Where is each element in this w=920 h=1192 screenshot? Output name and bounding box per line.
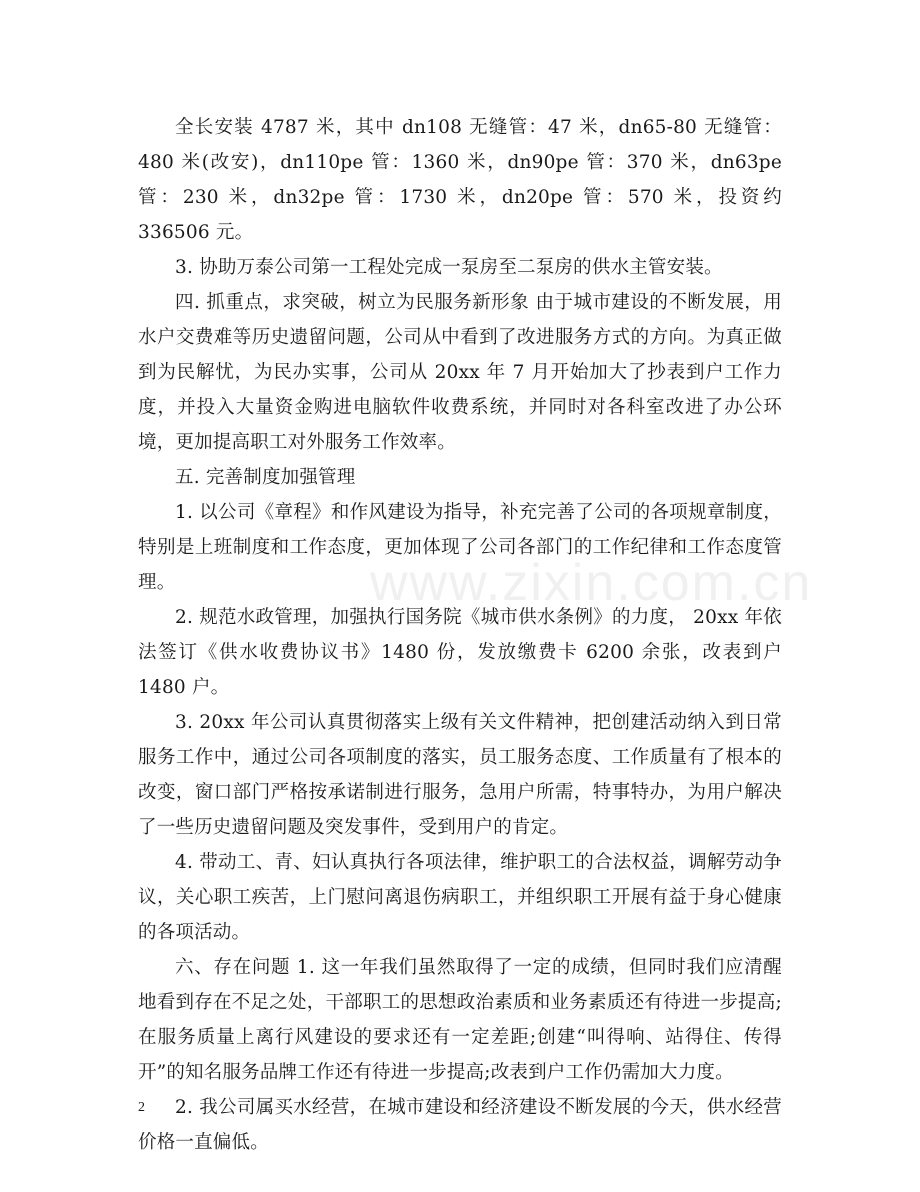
paragraph-section-6-problems: 六、存在问题 1. 这一年我们虽然取得了一定的成绩，但同时我们应清醒地看到存在不足之处，干部职工的思想政治素质和业务素质还有待进一步提高;在服务质量上离行风建设的要求还有一定差距;创建“叫得响、站得住、传得开”的知名服务品牌工作还有待进一步提高;改表到户工作仍需加大力度。 [138,957,782,1083]
section-heading-5: 五. 完善制度加强管理 [175,467,356,488]
page-number: 2 [138,1100,145,1115]
watermark: www.zixin.com.cn [370,554,813,612]
paragraph-item-2-water-admin: 2. 规范水政管理，加强执行国务院《城市供水条例》的力度， 20xx 年依法签订《供水收费协议书》1480 份，发放缴费卡 6200 余张，改表到户 1480 户。 [138,607,782,698]
paragraph-item-4-labor: 4. 带动工、青、妇认真执行各项法律，维护职工的合法权益，调解劳动争议，关心职工疾苦，上门慰问离退伤病职工，并组织职工开展有益于身心健康的各项活动。 [138,852,782,943]
paragraph-item-3-main-pipe: 3. 协助万泰公司第一工程处完成一泵房至二泵房的供水主管安装。 [175,257,723,278]
paragraph-item-2-pricing: 2. 我公司属买水经营，在城市建设和经济建设不断发展的今天，供水经营价格一直偏低。 [138,1097,782,1153]
paragraph-item-1-regulations: 1. 以公司《章程》和作风建设为指导，补充完善了公司的各项规章制度，特别是上班制度和工作态度，更加体现了公司各部门的工作纪律和工作态度管理。 [138,502,782,593]
paragraph-section-4-service: 四. 抓重点，求突破，树立为民服务新形象 由于城市建设的不断发展，用水户交费难等历史遗留问题，公司从中看到了改进服务方式的方向。为真正做到为民解忧，为民办实事，公司从 20xx 年 7 月开始加大了抄表到户工作力度，并投入大量资金购进电脑软件收费系统，并同时对各科室改进了办公环境，更加提高职工对外服务工作效率。 [138,292,782,453]
document-body [138,110,782,1160]
paragraph-item-3-activities: 3. 20xx 年公司认真贯彻落实上级有关文件精神，把创建活动纳入到日常服务工作中，通过公司各项制度的落实，员工服务态度、工作质量有了根本的改变，窗口部门严格按承诺制进行服务，急用户所需，特事特办，为用户解决了一些历史遗留问题及突发事件，受到用户的肯定。 [138,712,782,838]
paragraph-pipe-installation: 全长安装 4787 米，其中 dn108 无缝管：47 米，dn65-80 无缝管：480 米(改安)，dn110pe 管：1360 米，dn90pe 管：370 米，dn63pe 管：230 米，dn32pe 管：1730 米，dn20pe 管：570 米，投资约 336506 元。 [138,117,782,243]
